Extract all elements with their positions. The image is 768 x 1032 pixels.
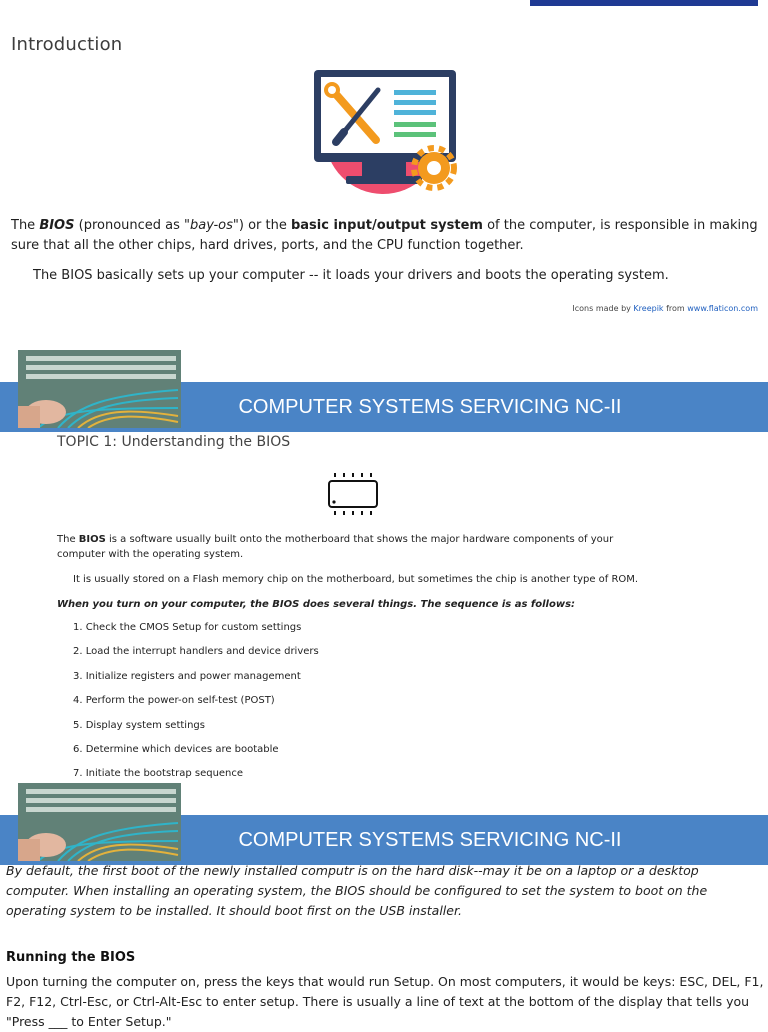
intro-paragraph-1: The BIOS (pronounced as "bay-os") or the basic input/output system of the computer, is responsible in making sure that all the other chips, hard drives, ports, and the CPU function together.	[11, 218, 758, 253]
list-item: 7. Initiate the bootstrap sequence	[73, 768, 244, 780]
network-cable-photo	[18, 783, 181, 861]
bios-steps-list	[73, 614, 319, 785]
monitor-tools-icon	[310, 64, 460, 194]
list-item: 1. Check the CMOS Setup for custom settings	[73, 622, 302, 633]
flaticon-link[interactable]: www.flaticon.com	[687, 304, 758, 313]
icon-credit: Icons made by Kreepik from www.flaticon.com	[572, 304, 758, 313]
list-item: 6. Determine which devices are bootable	[73, 743, 279, 755]
list-item: 3. Initialize registers and power management	[73, 670, 301, 682]
bios-storage-text: It is usually stored on a Flash memory chip on the motherboard, but sometimes the chip is another type of ROM.	[73, 574, 639, 585]
top-accent-bar	[530, 0, 758, 6]
running-bios-heading: Running the BIOS	[6, 950, 136, 965]
bios-definition: The BIOS is a software usually built onto the motherboard that shows the major hardware components of your computer with the operating system.	[57, 534, 614, 560]
chip-icon	[326, 470, 380, 518]
banner-title: COMPUTER SYSTEMS SERVICING NC-II	[238, 829, 622, 851]
topic-title: TOPIC 1: Understanding the BIOS	[57, 434, 291, 450]
network-cable-photo	[18, 350, 181, 428]
intro-paragraph-2: The BIOS basically sets up your computer -- it loads your drivers and boots the operating system.	[33, 268, 669, 283]
running-bios-paragraph: Upon turning the computer on, press the keys that would run Setup. On most computers, it would be keys: ESC, DEL, F1, F2, F12, Ctrl-Esc, or Ctrl-Alt-Esc to enter setup. There is usually a line of text at the bottom of the display that tells you "Press ___ to Enter Setup."	[6, 974, 764, 1029]
section-banner	[0, 815, 768, 865]
list-item: 2. Load the interrupt handlers and device drivers	[73, 646, 319, 658]
list-item: 4. Perform the power-on self-test (POST)	[73, 695, 275, 707]
boot-order-paragraph: By default, the first boot of the newly installed computr is on the hard disk--may it be on a laptop or a desktop computer. When installing an operating system, the BIOS should be configured to set the system to boot on the operating system to be installed. It should boot first on the USB installer.	[6, 863, 708, 918]
intro-heading: Introduction	[11, 34, 123, 55]
bios-sequence-intro: When you turn on your computer, the BIOS does several things. The sequence is as follows:	[57, 599, 576, 610]
list-item: 5. Display system settings	[73, 719, 205, 731]
banner-title: COMPUTER SYSTEMS SERVICING NC-II	[238, 396, 622, 418]
section-banner	[0, 382, 768, 432]
author-link[interactable]: Kreepik	[633, 304, 664, 313]
